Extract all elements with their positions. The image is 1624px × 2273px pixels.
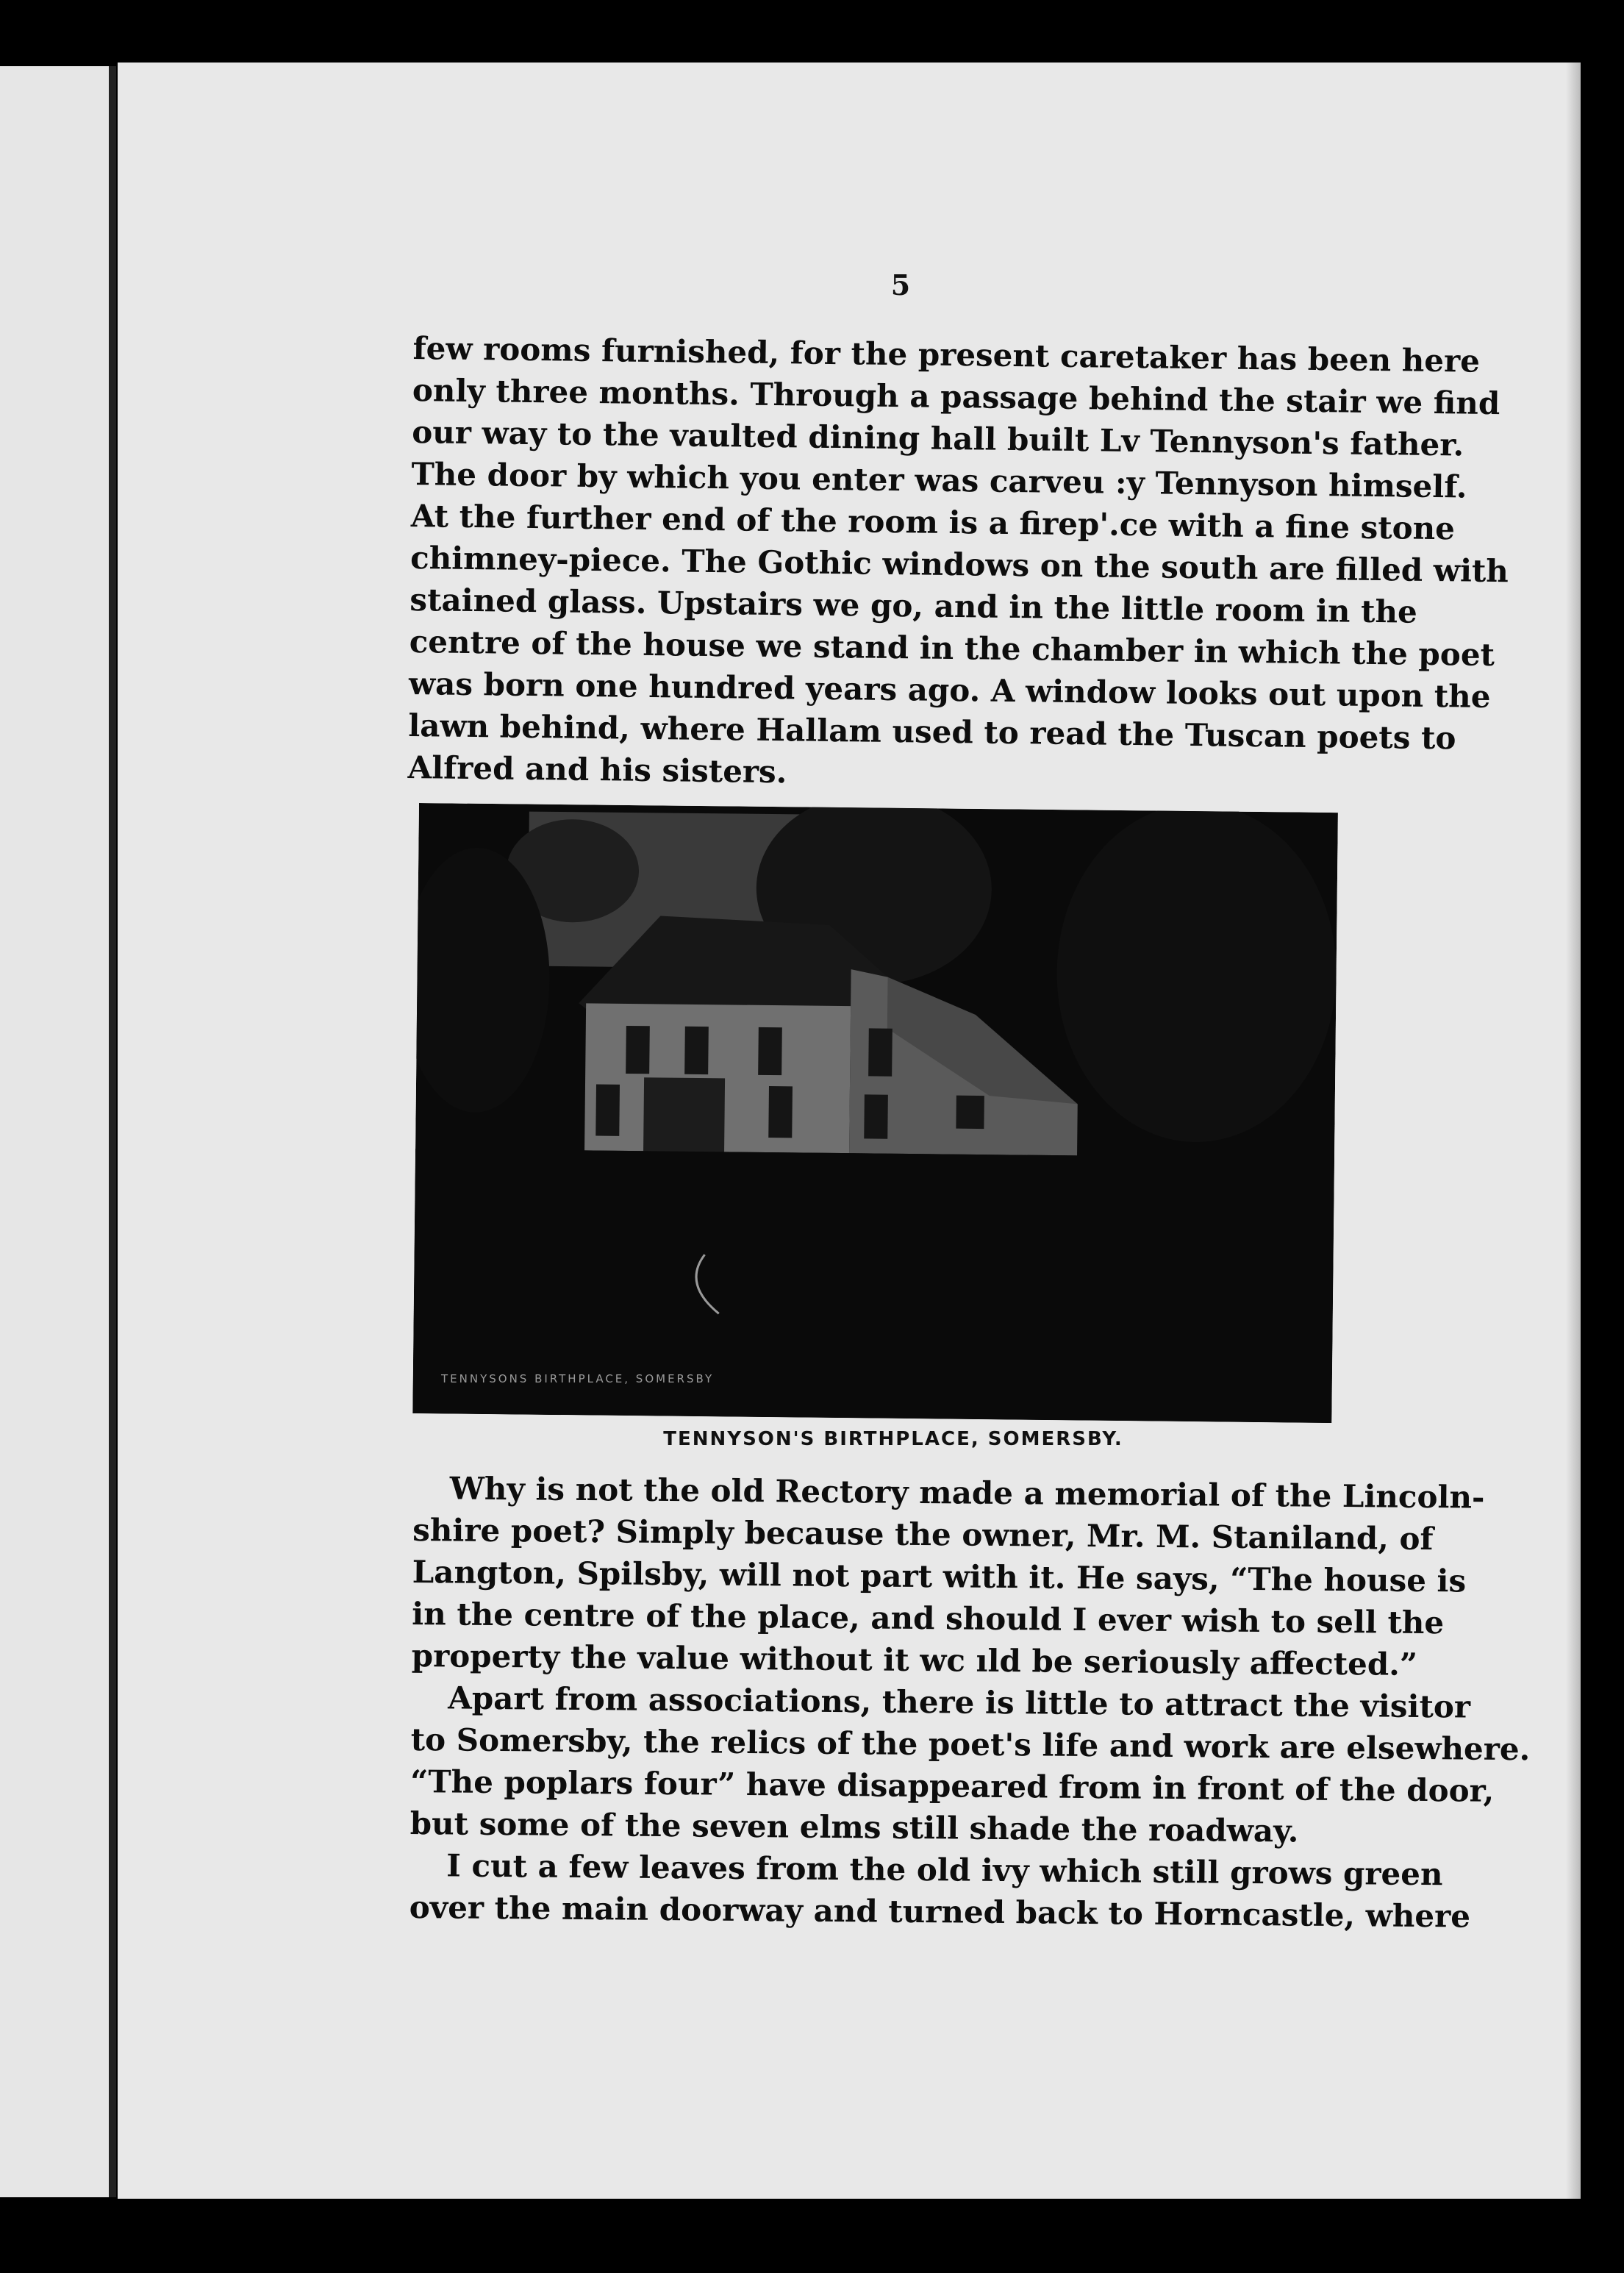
text-line: Why is not the old Rectory made a memorial of the Lincoln- xyxy=(449,1470,1485,1516)
text-line: Langton, Spilsby, will not part with it. He says, “The house is xyxy=(412,1553,1467,1599)
page-edge-shadow xyxy=(1566,63,1581,2199)
text-line: in the centre of the place, and should I ever wish to sell the xyxy=(412,1595,1445,1641)
book-gutter xyxy=(109,66,116,2197)
text-line: shire poet? Simply because the owner, Mr. M. Staniland, of xyxy=(412,1511,1434,1557)
text-line: The door by which you enter was carveu :y Tennyson himself. xyxy=(411,455,1467,505)
text-line: Alfred and his sisters. xyxy=(407,749,787,791)
text-line: I cut a few leaves from the old ivy which still grows green xyxy=(446,1847,1443,1893)
paragraph-bottom xyxy=(409,1467,1531,1936)
text-line: stained glass. Upstairs we go, and in the little room in the xyxy=(409,581,1418,630)
text-line: property the value without it wc ıld be seriously affected.” xyxy=(411,1637,1418,1683)
page-number: 5 xyxy=(890,268,911,301)
left-page-edge xyxy=(0,66,112,2197)
birthplace-photo xyxy=(412,803,1338,1423)
photo-image xyxy=(412,803,1338,1423)
text-line: our way to the vaulted dining hall built Lv Tennyson's father. xyxy=(411,413,1464,463)
paragraph-top xyxy=(407,327,1509,800)
text-line: At the further end of the room is a firep'.ce with a fine stone xyxy=(410,497,1456,547)
photo-inscription: TENNYSONS BIRTHPLACE, SOMERSBY xyxy=(441,1372,715,1385)
text-line: only three months. Through a passage behind the stair we find xyxy=(412,371,1500,422)
text-line: “The poplars four” have disappeared from in front of the door, xyxy=(410,1763,1495,1809)
text-line: centre of the house we stand in the chamber in which the poet xyxy=(409,623,1495,674)
photo-caption: TENNYSON'S BIRTHPLACE, SOMERSBY. xyxy=(663,1428,1123,1450)
text-line: to Somersby, the relics of the poet's life and work are elsewhere. xyxy=(410,1721,1531,1768)
text-line: few rooms furnished, for the present caretaker has been here xyxy=(412,329,1481,379)
text-line: was born one hundred years ago. A window looks out upon the xyxy=(408,665,1491,715)
text-line: over the main doorway and turned back to Horncastle, where xyxy=(409,1888,1471,1935)
text-line: lawn behind, where Hallam used to read the Tuscan poets to xyxy=(408,707,1456,757)
text-line: but some of the seven elms still shade the roadway. xyxy=(409,1805,1299,1849)
text-line: chimney-piece. The Gothic windows on the south are filled with xyxy=(409,539,1509,590)
text-line: Apart from associations, there is little to attract the visitor xyxy=(448,1680,1471,1725)
